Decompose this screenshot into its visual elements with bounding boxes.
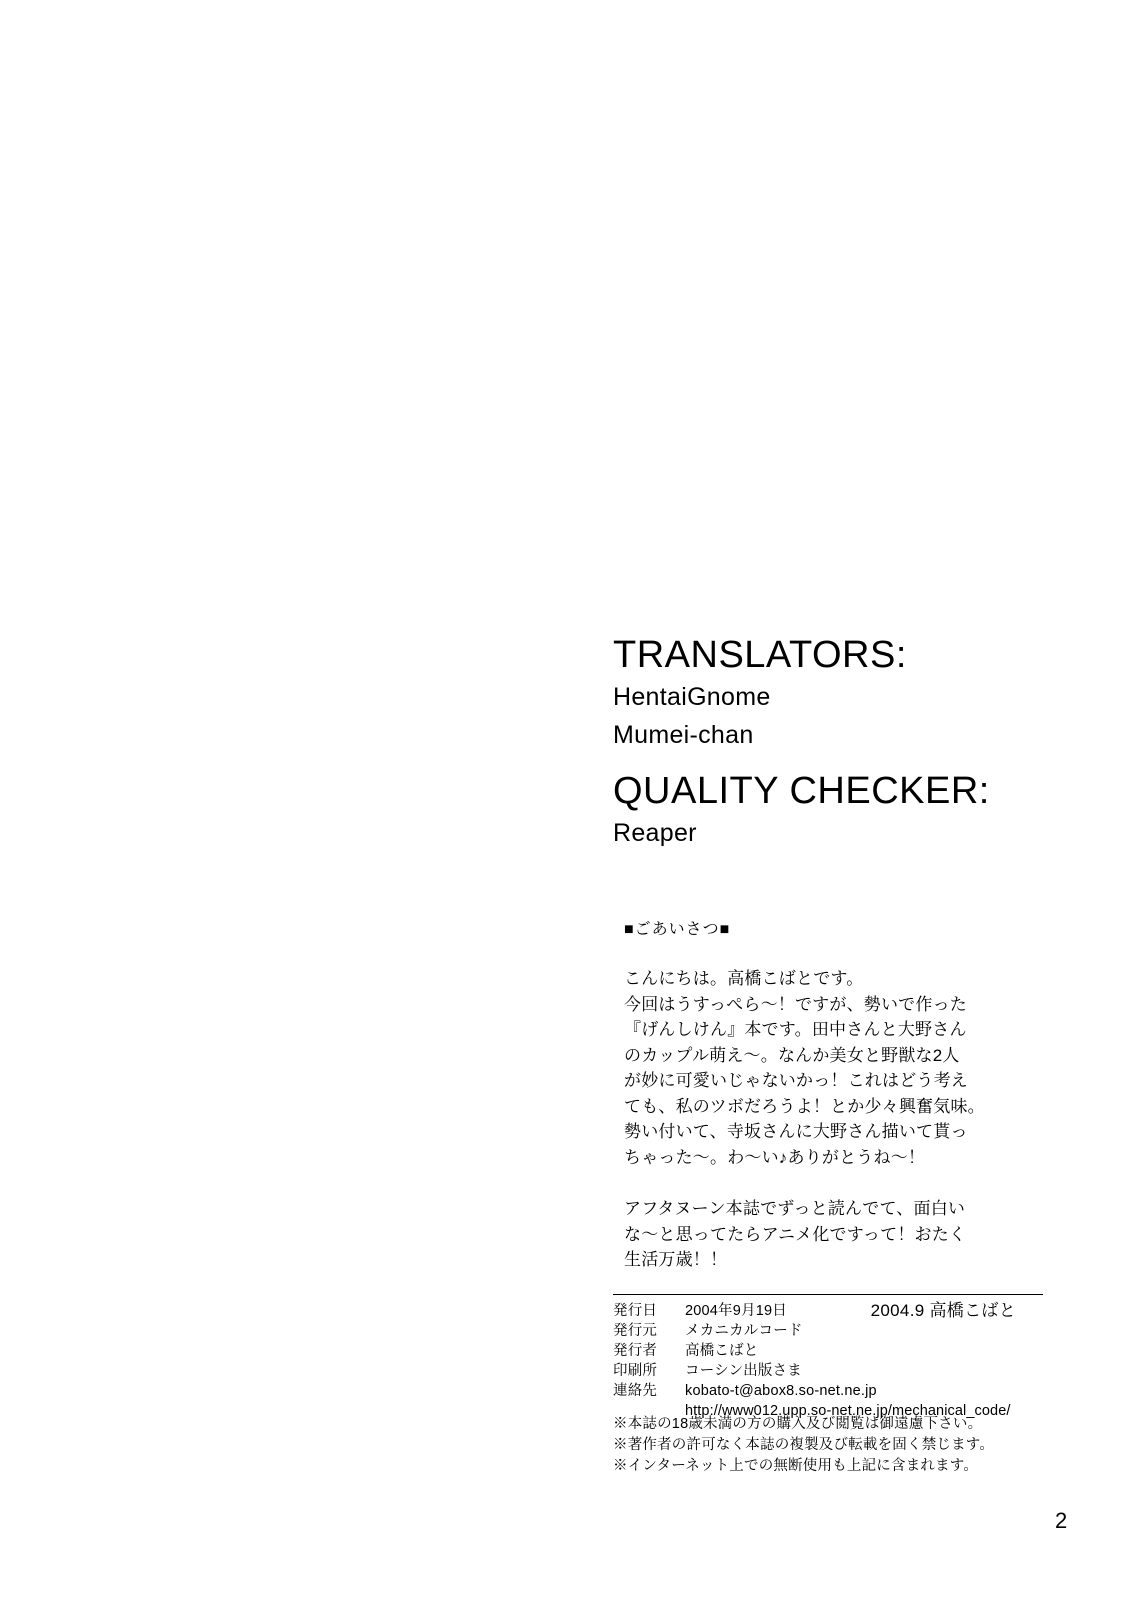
afterword-line: ちゃった〜。わ〜い♪ありがとうね〜！: [624, 1147, 926, 1167]
page-number: 2: [1055, 1508, 1068, 1533]
quality-checker-name: Reaper: [613, 819, 697, 847]
afterword-signature: 2004.9 高橋こばと: [870, 1300, 1016, 1320]
afterword-line: ても、私のツボだろうよ！とか少々興奮気味。: [624, 1096, 985, 1116]
quality-checker-heading: QUALITY CHECKER:: [613, 770, 990, 812]
colophon-row: [613, 1301, 1063, 1321]
afterword-line: 勢い付いて、寺坂さんに大野さん描いて貰っ: [624, 1122, 968, 1141]
translators-heading: TRANSLATORS:: [613, 634, 907, 676]
colophon-divider: [613, 1294, 1043, 1295]
colophon-row: [613, 1381, 1063, 1401]
translator-name: Mumei-chan: [613, 721, 754, 749]
colophon-value: メカニカルコード: [685, 1323, 803, 1339]
afterword-line: 生活万歳！！: [624, 1250, 728, 1269]
colophon-row: [613, 1321, 1063, 1341]
colophon-value: 2004年9月19日: [685, 1303, 787, 1319]
colophon-row: [613, 1341, 1063, 1361]
afterword-line: アフタヌーン本誌でずっと読んでて、面白い: [624, 1199, 966, 1218]
afterword-line: な〜と思ってたらアニメ化ですって！おたく: [624, 1224, 967, 1244]
colophon-label: 発行日: [613, 1303, 658, 1319]
afterword-line: こんにちは。高橋こばとです。: [624, 969, 864, 988]
afterword-block: [624, 918, 1044, 1323]
colophon-label: 発行元: [613, 1323, 658, 1339]
credits-block: [613, 632, 1073, 852]
notice-line: ※インターネット上での無断使用も上記に含まれます。: [613, 1458, 979, 1474]
colophon-label: 発行者: [613, 1343, 658, 1359]
afterword-body: [624, 966, 1044, 1273]
colophon-label: 印刷所: [613, 1363, 658, 1379]
afterword-line: のカップル萌え〜。なんか美女と野獣な2人: [624, 1045, 960, 1065]
afterword-title: ■ごあいさつ■: [624, 921, 731, 938]
colophon-contact-email: kobato-t@abox8.so-net.ne.jp: [685, 1383, 877, 1399]
afterword-line: が妙に可愛いじゃないかっ！これはどう考え: [624, 1071, 968, 1090]
translator-name: HentaiGnome: [613, 683, 771, 711]
paragraph-spacer: [624, 1170, 1044, 1196]
notice-line: ※本誌の18歳未満の方の購入及び閲覧は御遠慮下さい。: [613, 1416, 983, 1432]
notice-line: ※著作者の許可なく本誌の複製及び転載を固く禁じます。: [613, 1437, 995, 1453]
afterword-line: 今回はうすっぺら〜！ですが、勢いで作った: [624, 994, 967, 1014]
colophon-value: コーシン出版さま: [685, 1363, 802, 1379]
notices-block: [613, 1414, 1073, 1477]
colophon-website-url: http://www012.upp.so-net.ne.jp/mechanical_code/: [685, 1403, 1011, 1419]
afterword-line: 『げんしけん』本です。田中さんと大野さん: [624, 1020, 967, 1039]
colophon-row: [613, 1361, 1063, 1381]
colophon-value: 高橋こばと: [685, 1343, 759, 1359]
colophon-block: [613, 1294, 1063, 1421]
colophon-label: 連絡先: [613, 1383, 658, 1399]
